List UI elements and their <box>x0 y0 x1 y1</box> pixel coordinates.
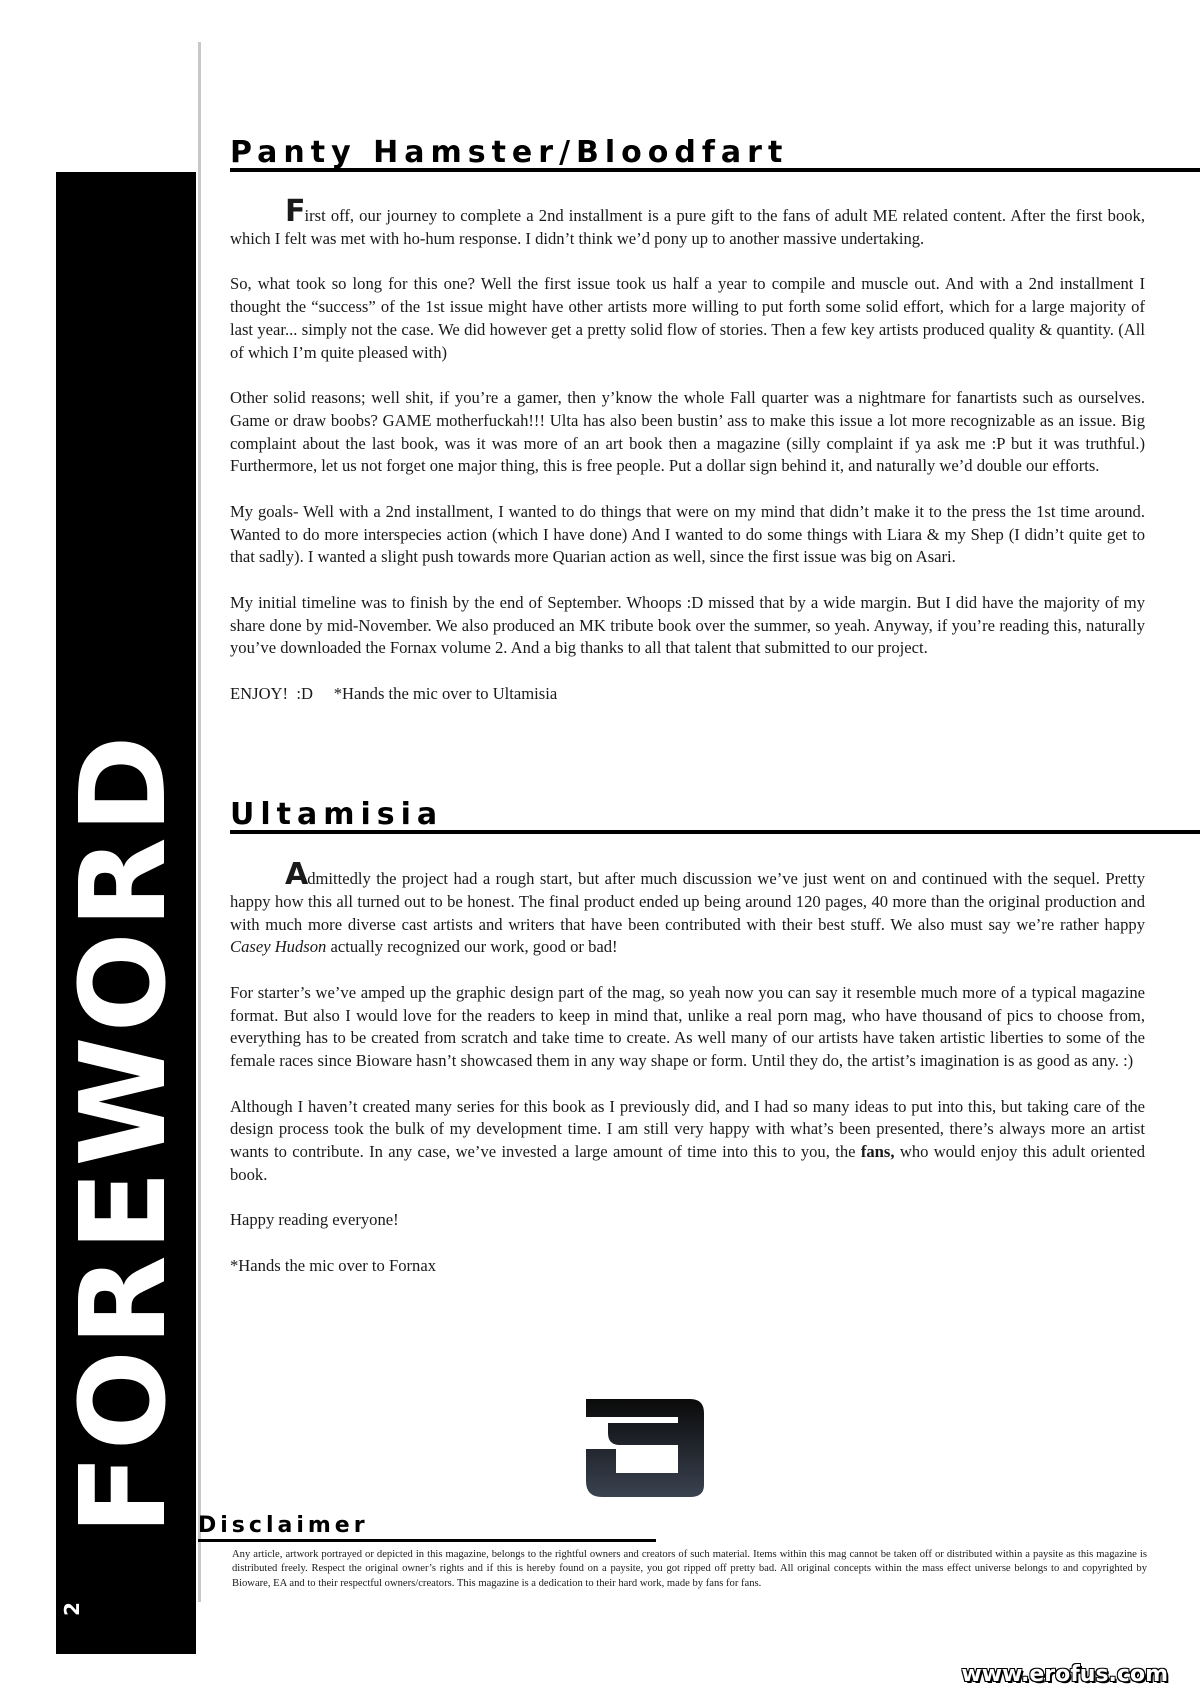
paragraph <box>230 857 1145 959</box>
section-heading-panty-hamster: Panty Hamster/Bloodfart <box>230 138 1200 172</box>
disclaimer-heading: Disclaimer <box>198 1515 656 1542</box>
foreword-vertical-title <box>54 195 192 1535</box>
disclaimer-text: Any article, artwork portrayed or depicted in this magazine, belongs to the rightful owners and creators of such material. Items within this mag cannot be taken off or distributed within a paysite as this magazine is distributed freely. Respect the original owner’s rights and if this is hereby found on a paysite, you got ripped off pretty bad. All original concepts within the mass effect universe belongs to and copyrighted by Bioware, EA and to their respectful owners/creators. This magazine is a dedication to their hard work, made by fans for fans. <box>232 1549 1147 1589</box>
paragraph: My initial timeline was to finish by the end of September. Whoops :D missed that by a wide margin. But I did have the majority of my share done by mid-November. We also produced an MK tribute book over the summer, so yeah. Anyway, if you’re reading this, naturally you’ve downloaded the Fornax volume 2. And a big thanks to all that talent that submitted to our project. <box>230 592 1145 658</box>
paragraph: *Hands the mic over to Fornax <box>230 1255 436 1275</box>
foreword-title-text: FOREWORD <box>54 731 192 1535</box>
paragraph: My goals- Well with a 2nd installment, I wanted to do things that were on my mind that didn’t make it to the press the 1st time around. Wanted to do more interspecies action (which I have done) And I wanted to do some things with Liara & my Shep (I didn’t quite get to that sadly). I wanted a slight push towards more Quarian action as well, since the first issue was big on Asari. <box>230 501 1145 567</box>
paragraph: Other solid reasons; well shit, if you’re a gamer, then y’know the whole Fall quarter was a nightmare for fanartists such as ourselves. Game or draw boobs? GAME motherfuckah!!! Ulta has also been bustin’ ass to make this issue a lot more recognizable as an issue. Big complaint about the last book, was it was more of an art book then a magazine (silly complaint if ya ask me :P but it was truthful.) Furthermore, let us not forget one major thing, this is free people. Put a dollar sign behind it, and naturally we’d double our efforts. <box>230 387 1145 476</box>
drop-cap: F <box>285 194 305 229</box>
vertical-divider <box>198 42 201 1602</box>
paragraph-text: dmittedly the project had a rough start, but after much discussion we’ve just went on and continued with the sequel. Pretty happy how this all turned out to be honest. The final product ended up being around 120 pages, 40 more than the original production and with much more diverse cast artists and writers that have been contributed with their best stuff. We also must say we’re rather happy <box>230 869 1145 934</box>
paragraph: ENJOY! :D *Hands the mic over to Ultamisia <box>230 683 558 703</box>
watermark: www.erofus.com <box>961 1662 1168 1687</box>
bold-word: fans, <box>860 1142 895 1162</box>
paragraph <box>230 1096 1145 1187</box>
paragraph: So, what took so long for this one? Well the first issue took us half a year to compile and muscle out. And with a 2nd installment I thought the “success” of the 1st issue might have other artists more willing to put forth some solid effort, which for a large majority of last year... simply not the case. We did however get a pretty solid flow of stories. Then a few key artists produced quality & quantity. (All of which I’m quite pleased with) <box>230 274 1145 362</box>
drop-cap: A <box>285 857 308 892</box>
paragraph-text: Although I haven’t created many series for this book as I previously did, and I had so many ideas to put into this, but taking care of the design process took the bulk of my development time. I am still very happy with what’s been presented, there’s always more an artist wants to contribute. In any case, we’ve invested a large amount of time into this to you, the <box>230 1096 1145 1162</box>
page-number <box>60 1595 84 1623</box>
paragraph-text: irst off, our journey to complete a 2nd installment is a pure gift to the fans of adult ME related content. After the first book, which I felt was met with ho-hum response. I didn’t think we’d pony up to another massive undertaking. <box>230 206 1145 248</box>
paragraph <box>230 194 1145 251</box>
section-heading-ultamisia: Ultamisia <box>230 800 1200 834</box>
section-body-panty-hamster <box>230 194 1145 728</box>
paragraph-text: who would enjoy this adult oriented book. <box>230 1142 1145 1184</box>
magazine-logo-icon <box>580 1393 708 1499</box>
paragraph: For starter’s we’ve amped up the graphic design part of the mag, so yeah now you can say it resemble much more of a typical magazine format. But also I would love for the readers to keep in mind that, unlike a real porn mag, who have thousand of pics to choose from, everything has to be created from scratch and take time to create. As well many of our artists have taken artistic liberties to some of the female races since Bioware hasn’t showcased them in any way shape or form. Until they do, the artist’s imagination is as good as any. :) <box>230 982 1145 1071</box>
paragraph-text: actually recognized our work, good or bad! <box>326 937 618 957</box>
paragraph: Happy reading everyone! <box>230 1210 399 1230</box>
section-body-ultamisia <box>230 857 1145 1300</box>
page-number-text: 2 <box>59 1602 84 1616</box>
italic-name: Casey Hudson <box>230 937 327 957</box>
